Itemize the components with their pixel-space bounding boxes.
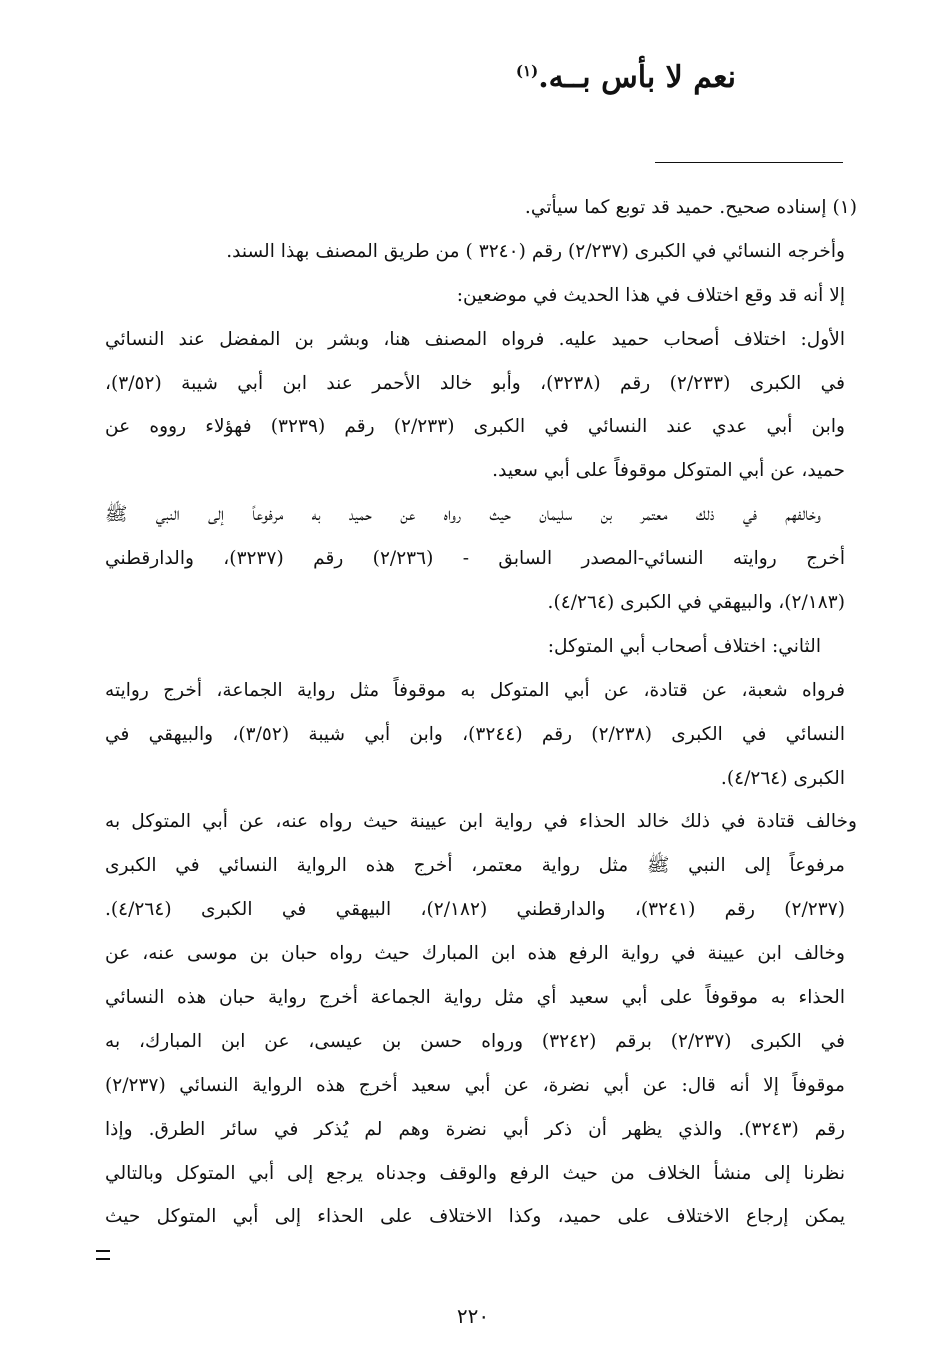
footnote-line: الكبرى (٤/٢٦٤). <box>720 767 845 789</box>
page-number: ٢٢٠ <box>456 1304 490 1328</box>
footnote-line: يمكن إرجاع الاختلاف على حميد، وكذا الاختلاف على الحذاء إلى أبي المتوكل حيث <box>105 1206 845 1228</box>
footnote-reference: (١) <box>515 62 539 80</box>
footnote-line: فرواه شعبة، عن قتادة، عن أبي المتوكل به موقوفاً مثل رواية الجماعة، أخرج روايته <box>105 679 845 701</box>
main-text-content: نعم لا بأس بــه. <box>538 60 736 95</box>
footnote-line: وخالف ابن عيينة في رواية الرفع هذه ابن المبارك حيث رواه حبان بن موسى عنه، عن <box>105 943 845 965</box>
footnote-line: إلا أنه قد وقع اختلاف في هذا الحديث في موضعين: <box>456 284 845 306</box>
footnote-line: وابن أبي عدي عند النسائي في الكبرى (٢/٢٣٣) رقم (٣٢٣٩) فهؤلاء رووه عن <box>105 416 845 438</box>
footnote-line: نظرنا إلى منشأ الخلاف من حيث الرفع والوقف وجدناه يرجع إلى أبي المتوكل وبالتالي <box>105 1162 845 1184</box>
footnote-line: في الكبرى (٢/٢٣٣) رقم (٣٢٣٨)، وأبو خالد الأحمر عند ابن أبي شيبة (٣/٥٢)، <box>105 372 845 394</box>
footnote-line: النسائي في الكبرى (٢/٢٣٨) رقم (٣٢٤٤)، وابن أبي شيبة (٣/٥٢)، والبيهقي في <box>105 723 845 745</box>
footnote-line: وخالف قتادة في ذلك خالد الحذاء في رواية ابن عيينة حيث رواه عنه، عن أبي المتوكل به <box>105 811 857 833</box>
footnote-line: الأول: اختلاف أصحاب حميد عليه. فرواه المصنف هنا، وبشر بن المفضل عند النسائي <box>105 328 845 350</box>
footnote-line: حميد، عن أبي المتوكل موقوفاً على أبي سعيد. <box>492 460 845 482</box>
footnote-line: في الكبرى (٢/٢٣٧) برقم (٣٢٤٢) ورواه حسن بن عيسى، عن ابن المبارك، به <box>105 1030 845 1052</box>
footnote-separator <box>655 162 843 163</box>
main-text <box>516 60 736 95</box>
footnote-line: (٢/١٨٣)، والبيهقي في الكبرى (٤/٢٦٤). <box>547 592 845 614</box>
footnote-line: رقم (٣٢٤٣). والذي يظهر أن ذكر أبي نضرة وهم لم يُذكر في سائر الطرق. وإذا <box>105 1118 845 1140</box>
footnote-line: أخرج روايته النسائي-المصدر السابق - (٢/٢٣٦) رقم (٣٢٣٧)، والدارقطني <box>105 548 845 570</box>
footnote-line: وخالفهم في ذلك معتمر بن سليمان حيث رواه عن حميد به مرفوعاً إلى النبي ﷺ <box>105 504 821 526</box>
footnote-line: موقوفاً إلا أنه قال: عن أبي نضرة، عن أبي سعيد أخرج هذه الرواية النسائي (٢/٢٣٧) <box>105 1074 845 1096</box>
footnote-line: (١) إسناده صحيح. حميد قد توبع كما سيأتي. <box>524 197 857 218</box>
footnote-line: وأخرجه النسائي في الكبرى (٢/٢٣٧) رقم (٣٢٤٠ ) من طريق المصنف بهذا السند. <box>226 240 845 262</box>
footnote-line: الثاني: اختلاف أصحاب أبي المتوكل: <box>547 635 821 657</box>
footnotes-block <box>105 186 857 1239</box>
footnote-line: (٢/٢٣٧) رقم (٣٢٤١)، والدارقطني (٢/١٨٢)، البيهقي في الكبرى (٤/٢٦٤). <box>105 899 845 921</box>
footnote-line: الحذاء به موقوفاً على أبي سعيد أي مثل رواية الجماعة أخرج رواية حبان هذه النسائي <box>105 987 845 1009</box>
footnote-line: مرفوعاً إلى النبي ﷺ مثل رواية معتمر، أخرج هذه الرواية النسائي في الكبرى <box>105 855 845 877</box>
continuation-mark <box>96 1250 110 1260</box>
